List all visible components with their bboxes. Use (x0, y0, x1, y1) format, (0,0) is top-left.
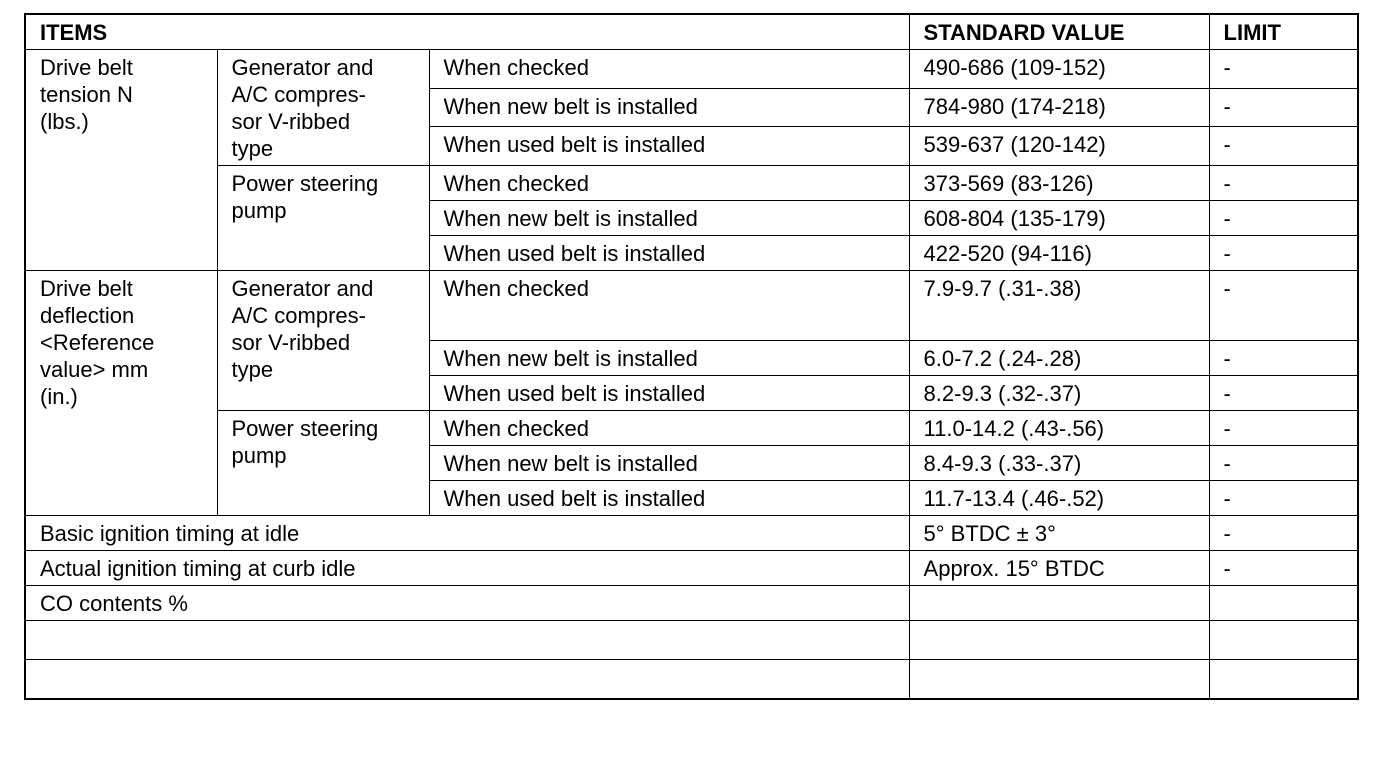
value-cell: 5° BTDC ± 3° (909, 516, 1209, 551)
limit-cell: - (1209, 236, 1358, 271)
limit-cell: - (1209, 376, 1358, 411)
limit-cell: - (1209, 127, 1358, 166)
empty-cell (1209, 621, 1358, 660)
value-cell: 8.2-9.3 (.32-.37) (909, 376, 1209, 411)
limit-cell: - (1209, 446, 1358, 481)
tension-generator-label: Generator and A/C compres- sor V-ribbed type (217, 50, 429, 166)
value-cell: 11.7-13.4 (.46-.52) (909, 481, 1209, 516)
limit-cell: - (1209, 201, 1358, 236)
value-cell: 11.0-14.2 (.43-.56) (909, 411, 1209, 446)
co-contents-label: CO contents % (25, 586, 909, 621)
value-cell: 490-686 (109-152) (909, 50, 1209, 89)
value-cell: 784-980 (174-218) (909, 88, 1209, 127)
condition-cell: When used belt is installed (429, 376, 909, 411)
standard-value-header: STANDARD VALUE (909, 14, 1209, 50)
table-row (25, 166, 1358, 201)
value-cell: 7.9-9.7 (.31-.38) (909, 271, 1209, 341)
table-row (25, 516, 1358, 551)
limit-cell: - (1209, 516, 1358, 551)
tension-power-steering-label: Power steering pump (217, 166, 429, 271)
empty-cell (25, 660, 909, 700)
limit-cell: - (1209, 411, 1358, 446)
limit-cell: - (1209, 481, 1358, 516)
condition-cell: When used belt is installed (429, 481, 909, 516)
limit-cell: - (1209, 166, 1358, 201)
specification-table (24, 13, 1359, 700)
condition-cell: When checked (429, 271, 909, 341)
value-cell: 373-569 (83-126) (909, 166, 1209, 201)
value-cell: 8.4-9.3 (.33-.37) (909, 446, 1209, 481)
value-cell: 539-637 (120-142) (909, 127, 1209, 166)
limit-cell (1209, 586, 1358, 621)
deflection-power-steering-label: Power steering pump (217, 411, 429, 516)
empty-cell (909, 660, 1209, 700)
header-row (25, 14, 1358, 50)
table-row (25, 551, 1358, 586)
limit-cell: - (1209, 50, 1358, 89)
tension-label: Drive belt tension N (lbs.) (25, 50, 217, 271)
table-row (25, 586, 1358, 621)
value-cell: 6.0-7.2 (.24-.28) (909, 341, 1209, 376)
value-cell: 422-520 (94-116) (909, 236, 1209, 271)
items-header: ITEMS (25, 14, 909, 50)
basic-timing-label: Basic ignition timing at idle (25, 516, 909, 551)
condition-cell: When used belt is installed (429, 127, 909, 166)
table-row (25, 271, 1358, 341)
deflection-generator-label: Generator and A/C compres- sor V-ribbed type (217, 271, 429, 411)
limit-cell: - (1209, 271, 1358, 341)
value-cell: Approx. 15° BTDC (909, 551, 1209, 586)
condition-cell: When new belt is installed (429, 446, 909, 481)
table-row (25, 411, 1358, 446)
table-row (25, 621, 1358, 660)
condition-cell: When checked (429, 166, 909, 201)
condition-cell: When new belt is installed (429, 341, 909, 376)
limit-cell: - (1209, 341, 1358, 376)
limit-cell: - (1209, 551, 1358, 586)
actual-timing-label: Actual ignition timing at curb idle (25, 551, 909, 586)
condition-cell: When checked (429, 411, 909, 446)
limit-cell: - (1209, 88, 1358, 127)
table-row (25, 50, 1358, 89)
condition-cell: When new belt is installed (429, 201, 909, 236)
condition-cell: When new belt is installed (429, 88, 909, 127)
empty-cell (909, 621, 1209, 660)
deflection-label: Drive belt deflection <Reference value> mm (in.) (25, 271, 217, 516)
value-cell (909, 586, 1209, 621)
condition-cell: When checked (429, 50, 909, 89)
empty-cell (25, 621, 909, 660)
value-cell: 608-804 (135-179) (909, 201, 1209, 236)
condition-cell: When used belt is installed (429, 236, 909, 271)
table-row (25, 660, 1358, 700)
empty-cell (1209, 660, 1358, 700)
limit-header: LIMIT (1209, 14, 1358, 50)
